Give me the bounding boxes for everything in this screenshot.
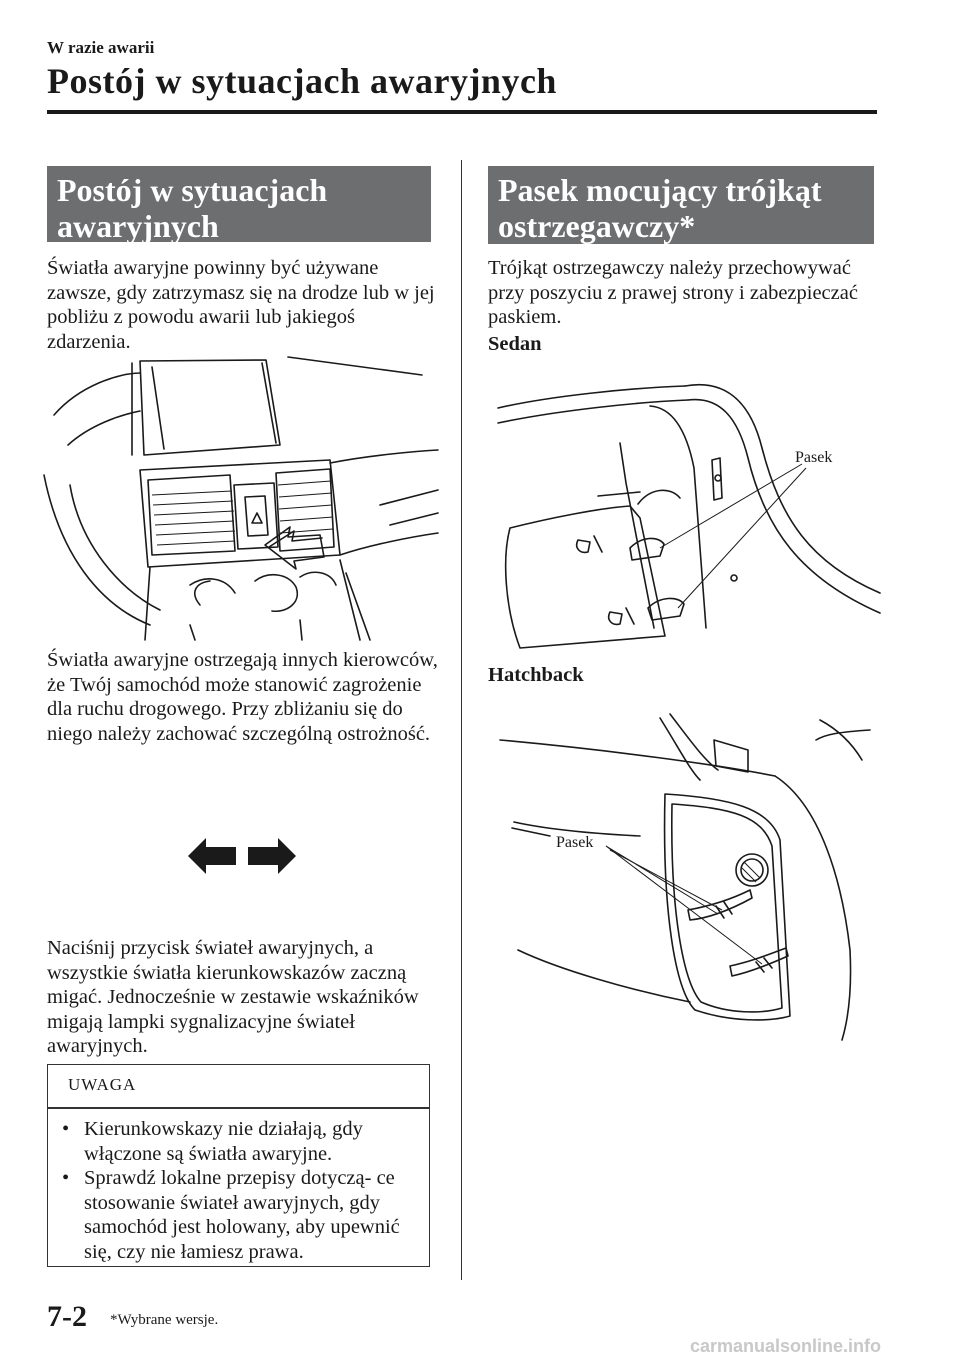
note-title: UWAGA bbox=[68, 1075, 137, 1094]
instruction-paragraph: Naciśnij przycisk świateł awaryjnych, a wszystkie światła kierunkowskazów zaczną migać. Jednocześnie w zestawie wskaźników migają lampki sygnalizacyjne świateł awaryjnych. bbox=[47, 937, 419, 1057]
hazard-arrows-icon bbox=[188, 836, 296, 876]
left-heading bbox=[47, 166, 431, 242]
section-label: W razie awarii bbox=[47, 38, 155, 57]
title-rule bbox=[47, 110, 877, 114]
right-heading bbox=[488, 166, 874, 244]
footer-note: *Wybrane wersje. bbox=[110, 1312, 219, 1328]
warning-paragraph: Światła awaryjne ostrzegają innych kierowców, że Twój samochód może stanowić zagrożenie dla ruchu drogowego. Przy zbliżaniu się do niego należy zachować szczególną ostrożność. bbox=[47, 649, 438, 745]
dashboard-hazard-button-illustration bbox=[40, 355, 440, 640]
note-item bbox=[60, 1117, 420, 1166]
note-item-text: Kierunkowskazy nie działają, gdy włączone są światła awaryjne. bbox=[84, 1118, 363, 1165]
note-list bbox=[60, 1117, 420, 1264]
bullet-icon: • bbox=[62, 1118, 70, 1140]
left-heading-line2: awaryjnych bbox=[57, 208, 219, 244]
hatchback-label: Hatchback bbox=[488, 664, 584, 686]
sedan-label: Sedan bbox=[488, 333, 542, 355]
note-item bbox=[60, 1166, 420, 1264]
note-divider bbox=[48, 1107, 429, 1109]
sedan-strap-callout: Pasek bbox=[795, 449, 833, 466]
sedan-trunk-illustration bbox=[490, 368, 882, 658]
watermark: carmanualsonline.info bbox=[690, 1336, 882, 1356]
note-box bbox=[47, 1064, 430, 1267]
hatchback-trunk-illustration bbox=[490, 710, 882, 1040]
page-number: 7-2 bbox=[47, 1300, 87, 1333]
right-heading-line2: ostrzegawczy* bbox=[498, 208, 696, 244]
triangle-paragraph: Trójkąt ostrzegawczy należy przechowywać przy poszyciu z prawej strony i zabezpieczać paskiem. bbox=[488, 257, 858, 328]
intro-paragraph: Światła awaryjne powinny być używane zawsze, gdy zatrzymasz się na drodze lub w jej pobliżu z powodu awarii lub jakiegoś zdarzenia. bbox=[47, 257, 435, 353]
note-item-text: Sprawdź lokalne przepisy dotyczą- ce stosowanie świateł awaryjnych, gdy samochód jest holowany, aby upewnić się, czy nie łamiesz prawa. bbox=[84, 1167, 400, 1263]
left-heading-line1: Postój w sytuacjach bbox=[57, 172, 328, 208]
bullet-icon: • bbox=[62, 1167, 70, 1189]
page-title: Postój w sytuacjach awaryjnych bbox=[47, 61, 557, 101]
right-heading-line1: Pasek mocujący trójkąt bbox=[498, 172, 822, 208]
hatchback-strap-callout: Pasek bbox=[556, 834, 594, 851]
column-divider bbox=[461, 160, 462, 1280]
